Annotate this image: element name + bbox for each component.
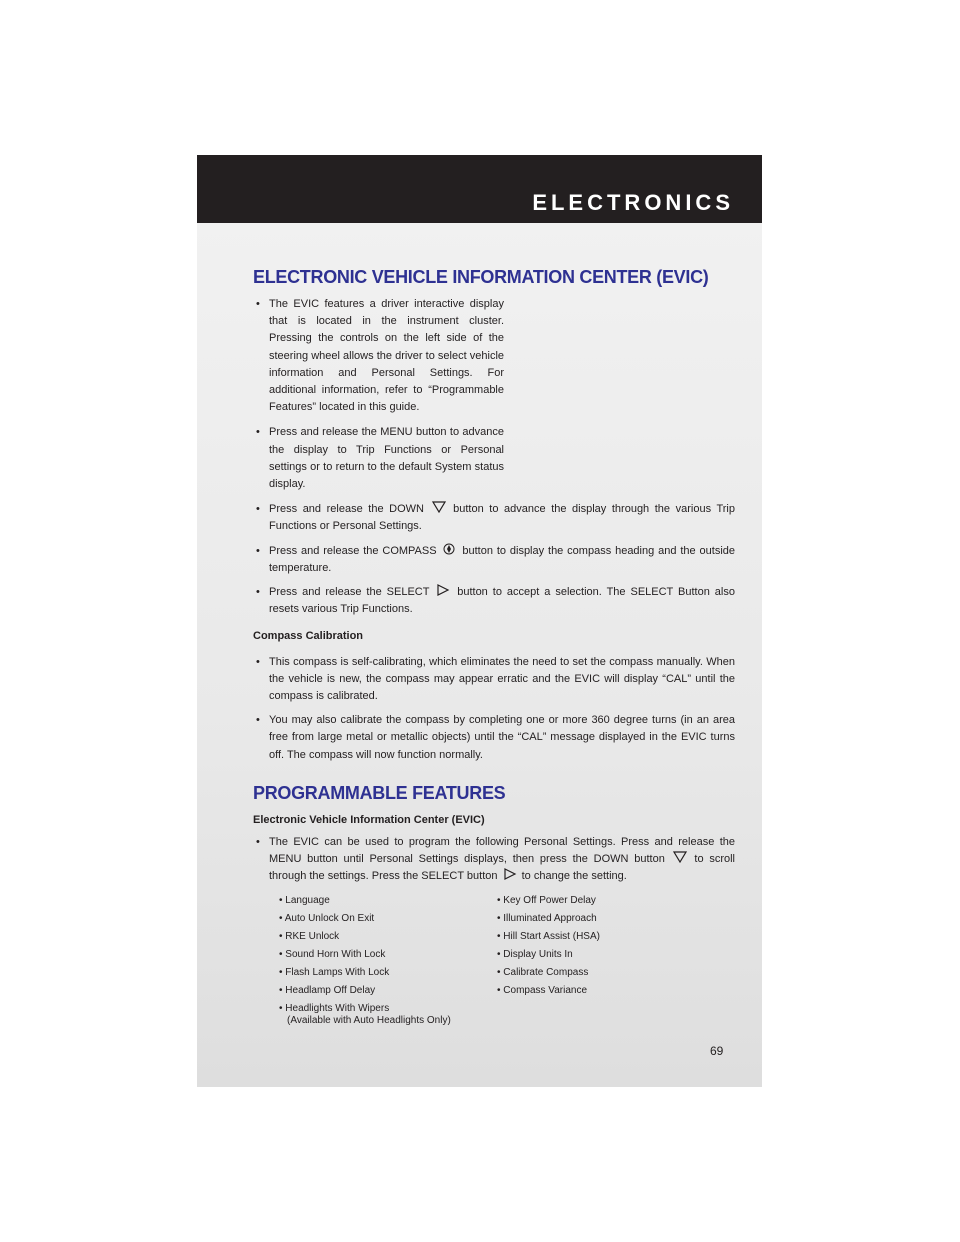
list-item: • Illuminated Approach [497, 912, 597, 924]
evic-bullet-3-text-b: button to advance the display through the various Trip Functions or Personal Settings. [269, 503, 735, 533]
compass-calibration-heading: Compass Calibration [253, 630, 364, 643]
list-item: • Display Units In [497, 948, 573, 960]
list-item: • Calibrate Compass [497, 966, 589, 978]
list-item: • Headlights With Wipers [279, 1002, 390, 1014]
page-number: 69 [710, 1044, 724, 1058]
content [253, 266, 735, 1027]
down-triangle-icon [673, 851, 687, 863]
settings-column-right [497, 892, 715, 1027]
programmable-bullet-1-text-b: to scroll through the settings. Press the SELECT button [269, 853, 736, 883]
list-item: • Hill Start Assist (HSA) [497, 930, 600, 942]
list-item-note: (Available with Auto Headlights Only) [287, 1014, 451, 1026]
evic-bullet-5 [253, 584, 735, 618]
list-item: • Flash Lamps With Lock [279, 966, 390, 978]
evic-bullet-3-text-a: Press and release the DOWN [269, 503, 424, 516]
right-triangle-icon [436, 584, 450, 596]
programmable-heading: PROGRAMMABLE FEATURES [253, 782, 506, 803]
list-item: • Key Off Power Delay [497, 894, 596, 906]
list-item: • Auto Unlock On Exit [279, 912, 375, 924]
evic-heading: ELECTRONIC VEHICLE INFORMATION CENTER (EVIC) [253, 267, 709, 287]
list-item: • Language [279, 894, 330, 906]
programmable-subheading: Electronic Vehicle Information Center (EVIC) [253, 813, 485, 826]
evic-bullet-5-text-b: button to accept a selection. The SELECT Button also resets various Trip Functions. [269, 586, 735, 616]
evic-bullet-1: • The EVIC features a driver interactive display that is located in the instrument cluster. Pressing the controls on the left side of the steering wheel allows the driver to select vehicle information and Personal Settings. For additional information, refer to “Programmable Features” located in this guide. [253, 296, 504, 416]
evic-bullet-4-text-a: Press and release the COMPASS [269, 544, 437, 557]
compass-button-icon [442, 543, 456, 555]
evic-bullet-5-text-a: Press and release the SELECT [269, 586, 430, 599]
evic-bullet-4-text-b: button to display the compass heading and the outside temperature. [269, 544, 735, 574]
down-triangle-icon [432, 501, 446, 513]
programmable-bullet-1 [253, 834, 735, 886]
settings-column-left [279, 892, 497, 1027]
section-title: ELECTRONICS [532, 190, 734, 215]
list-item: • RKE Unlock [279, 930, 340, 942]
right-triangle-icon [503, 868, 517, 880]
programmable-bullet-1-text-a: The EVIC can be used to program the following Personal Settings. Press and release the MENU button until Personal Settings displays, then press the DOWN button [269, 836, 735, 866]
evic-bullet-3 [253, 501, 735, 535]
programmable-bullet-1-text-c: to change the setting. [521, 870, 627, 883]
evic-bullet-2: • Press and release the MENU button to advance the display to Trip Functions or Personal settings or to return to the default System status display. [253, 424, 504, 493]
list-item: • Headlamp Off Delay [279, 984, 376, 996]
evic-bullet-4 [253, 543, 735, 577]
personal-settings-list [279, 892, 735, 1027]
list-item: • Compass Variance [497, 984, 588, 996]
list-item: • Sound Horn With Lock [279, 948, 386, 960]
compass-bullet-2: • You may also calibrate the compass by completing one or more 360 degree turns (in an area free from large metal or metallic objects) until the “CAL” message displayed in the EVIC turns off. The compass will now function normally. [253, 712, 735, 764]
compass-bullet-1: • This compass is self-calibrating, which eliminates the need to set the compass manually. When the vehicle is new, the compass may appear erratic and the EVIC will display “CAL” until the compass is calibrated. [253, 654, 735, 706]
